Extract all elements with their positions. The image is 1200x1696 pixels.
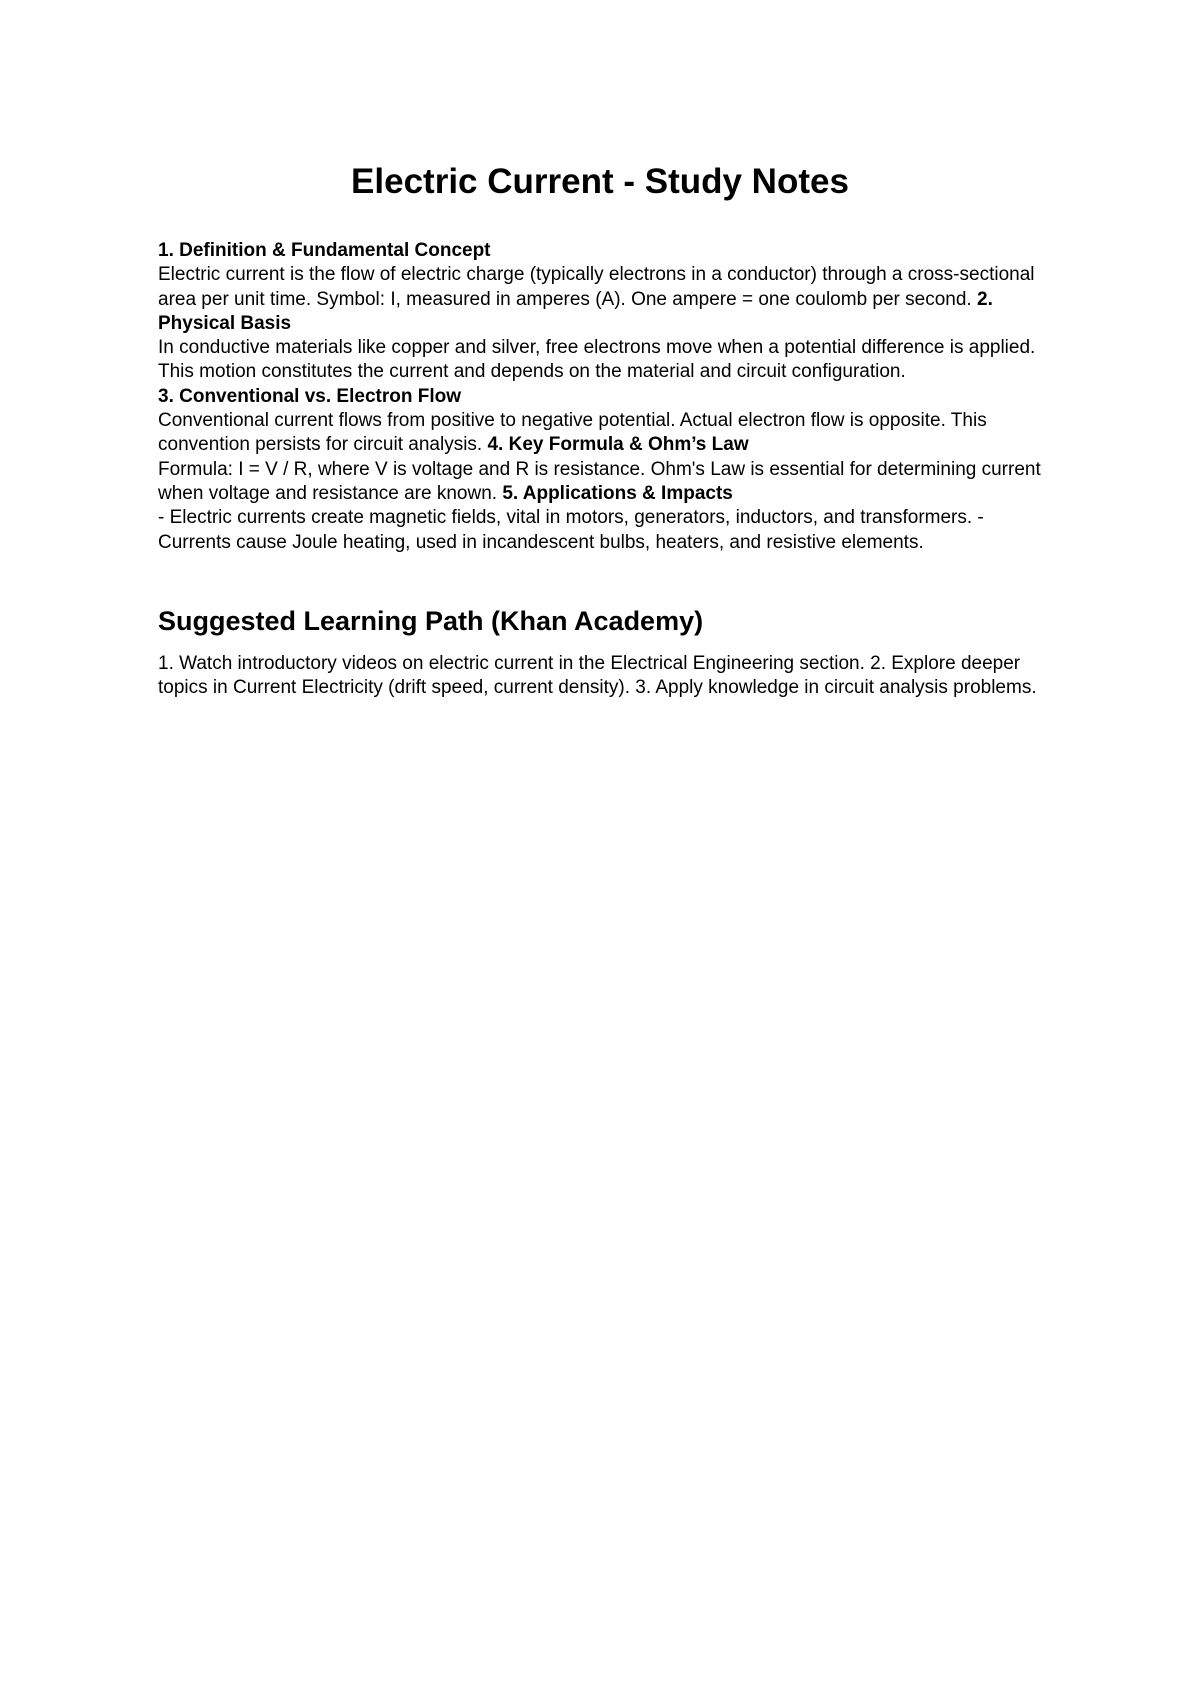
section-heading-physical-basis: 2. Physical Basis: [158, 288, 993, 334]
section-text-physical-basis: In conductive materials like copper and silver, free electrons move when a potential difference is applied. This motion constitutes the current and depends on the material and circuit configuration.: [158, 337, 1036, 383]
section-heading-key-formula: 4. Key Formula & Ohm’s Law: [487, 434, 749, 456]
section-text-key-formula: Formula: I = V / R, where V is voltage and R is resistance. Ohm's Law is essential for determining current when voltage and resistance are known.: [158, 458, 1041, 504]
page-title: Electric Current - Study Notes: [351, 162, 849, 201]
learning-path-heading: Suggested Learning Path (Khan Academy): [158, 606, 704, 636]
study-notes: [158, 239, 1058, 555]
section-text-definition: Electric current is the flow of electric charge (typically electrons in a conductor) through a cross-sectional area per unit time. Symbol: I, measured in amperes (A). One ampere = one coulomb per second.: [158, 264, 1035, 310]
section-heading-conventional-flow: 3. Conventional vs. Electron Flow: [158, 385, 461, 407]
section-text-applications: - Electric currents create magnetic fields, vital in motors, generators, inductors, and transformers. - Currents cause Joule heating, used in incandescent bulbs, heaters, and resistive elements.: [158, 507, 984, 553]
learning-path-text: 1. Watch introductory videos on electric current in the Electrical Engineering section. 2. Explore deeper topics in Current Electricity (drift speed, current density). 3. Apply knowledge in circuit analysis problems.: [158, 653, 1037, 699]
section-heading-definition: 1. Definition & Fundamental Concept: [158, 240, 491, 261]
section-text-conventional-flow: Conventional current flows from positive to negative potential. Actual electron flow is opposite. This convention persists for circuit analysis.: [158, 410, 987, 456]
section-heading-applications: 5. Applications & Impacts: [502, 482, 733, 504]
